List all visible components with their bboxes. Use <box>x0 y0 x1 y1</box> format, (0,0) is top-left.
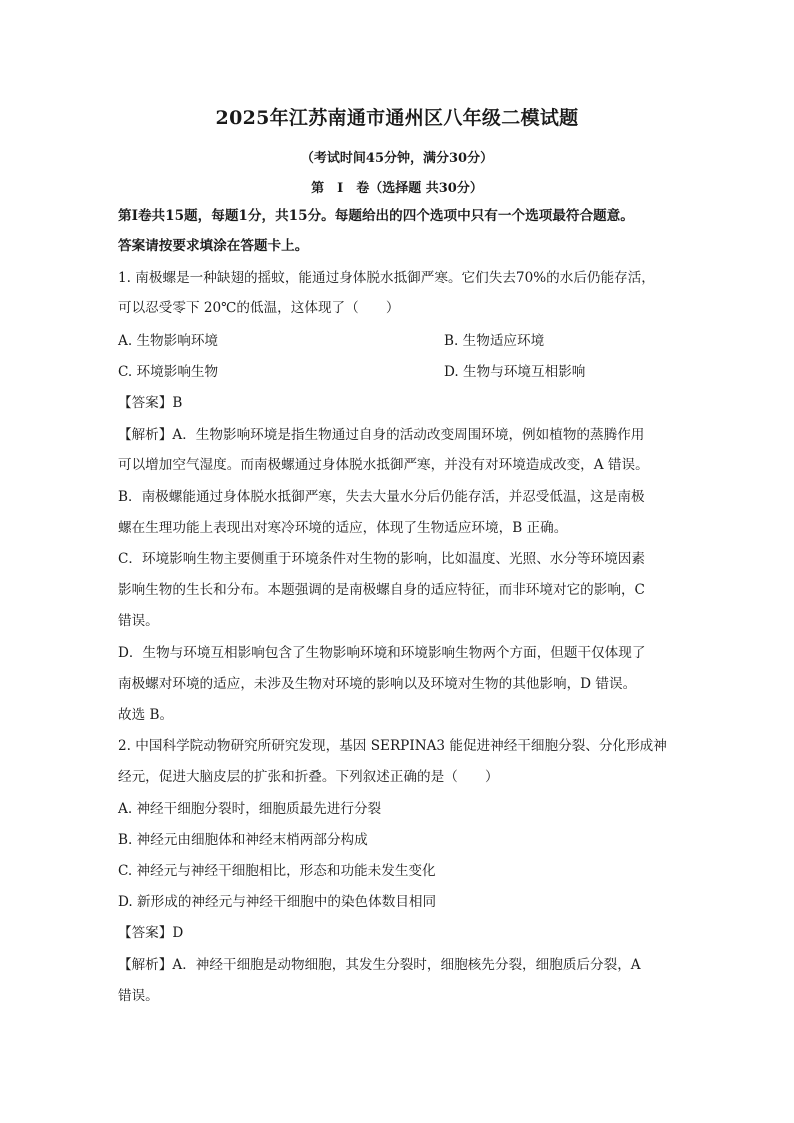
page-title: 2025年江苏南通市通州区八年级二模试题 <box>215 107 579 129</box>
q1-analysis-line: C．环境影响生物主要侧重于环境条件对生物的影响，比如温度、光照、水分等环境因素 <box>118 551 645 567</box>
q1-analysis-line: 螺在生理功能上表现出对寒冷环境的适应，体现了生物适应环境，B 正确。 <box>118 520 568 536</box>
exam-time-note: （考试时间45分钟，满分30分） <box>300 151 494 166</box>
q1-analysis-line: 南极螺对环境的适应，未涉及生物对环境的影响以及环境对生物的其他影响，D 错误。 <box>118 676 637 692</box>
q2-stem-line: 2. 中国科学院动物研究所研究发现，基因 SERPINA3 能促进神经干细胞分裂、分化形成神 <box>118 738 667 754</box>
q1-analysis-line: 影响生物的生长和分布。本题强调的是南极螺自身的适应特征，而非环境对它的影响，C <box>118 582 645 598</box>
q1-option-a: A. 生物影响环境 <box>118 333 219 349</box>
q1-answer: 【答案】B <box>118 395 183 411</box>
q1-stem-line: 1. 南极螺是一种缺翅的摇蚊，能通过身体脱水抵御严寒。它们失去70%的水后仍能存活， <box>118 270 655 286</box>
q2-analysis-line: 【解析】A．神经干细胞是动物细胞，其发生分裂时，细胞核先分裂，细胞质后分裂，A <box>118 957 641 973</box>
q1-analysis-line: 可以增加空气湿度。而南极螺通过身体脱水抵御严寒，并没有对环境造成改变，A 错误。 <box>118 457 649 473</box>
q1-option-b: B. 生物适应环境 <box>444 333 545 349</box>
q1-option-d: D. 生物与环境互相影响 <box>444 364 586 380</box>
instruction-line: 答案请按要求填涂在答题卡上。 <box>118 238 309 254</box>
q1-analysis-line: B．南极螺能通过身体脱水抵御严寒，失去大量水分后仍能存活，并忍受低温，这是南极 <box>118 489 645 505</box>
q1-conclusion: 故选 B。 <box>118 707 174 723</box>
q2-option-c: C. 神经元与神经干细胞相比，形态和功能未发生变化 <box>118 863 436 879</box>
q1-analysis-line: 【解析】A．生物影响环境是指生物通过自身的活动改变周围环境，例如植物的蒸腾作用 <box>118 427 645 443</box>
q2-option-a: A. 神经干细胞分裂时，细胞质最先进行分裂 <box>118 801 382 817</box>
section-heading: 第 Ⅰ 卷（选择题 共30分） <box>311 181 483 196</box>
q2-option-b: B. 神经元由细胞体和神经末梢两部分构成 <box>118 832 368 848</box>
instruction-line: 第Ⅰ卷共15题，每题1分，共15分。每题给出的四个选项中只有一个选项最符合题意。 <box>118 208 634 224</box>
q2-analysis-line: 错误。 <box>118 988 159 1004</box>
q1-option-c: C. 环境影响生物 <box>118 364 219 380</box>
q1-analysis-line: D．生物与环境互相影响包含了生物影响环境和环境影响生物两个方面，但题干仅体现了 <box>118 645 646 661</box>
q1-analysis-line: 错误。 <box>118 613 159 629</box>
q2-answer: 【答案】D <box>118 925 184 941</box>
q2-option-d: D. 新形成的神经元与神经干细胞中的染色体数目相同 <box>118 894 437 910</box>
q2-stem-line: 经元，促进大脑皮层的扩张和折叠。下列叙述正确的是（ ） <box>118 769 499 785</box>
q1-stem-line: 可以忍受零下 20℃的低温，这体现了（ ） <box>118 300 400 316</box>
